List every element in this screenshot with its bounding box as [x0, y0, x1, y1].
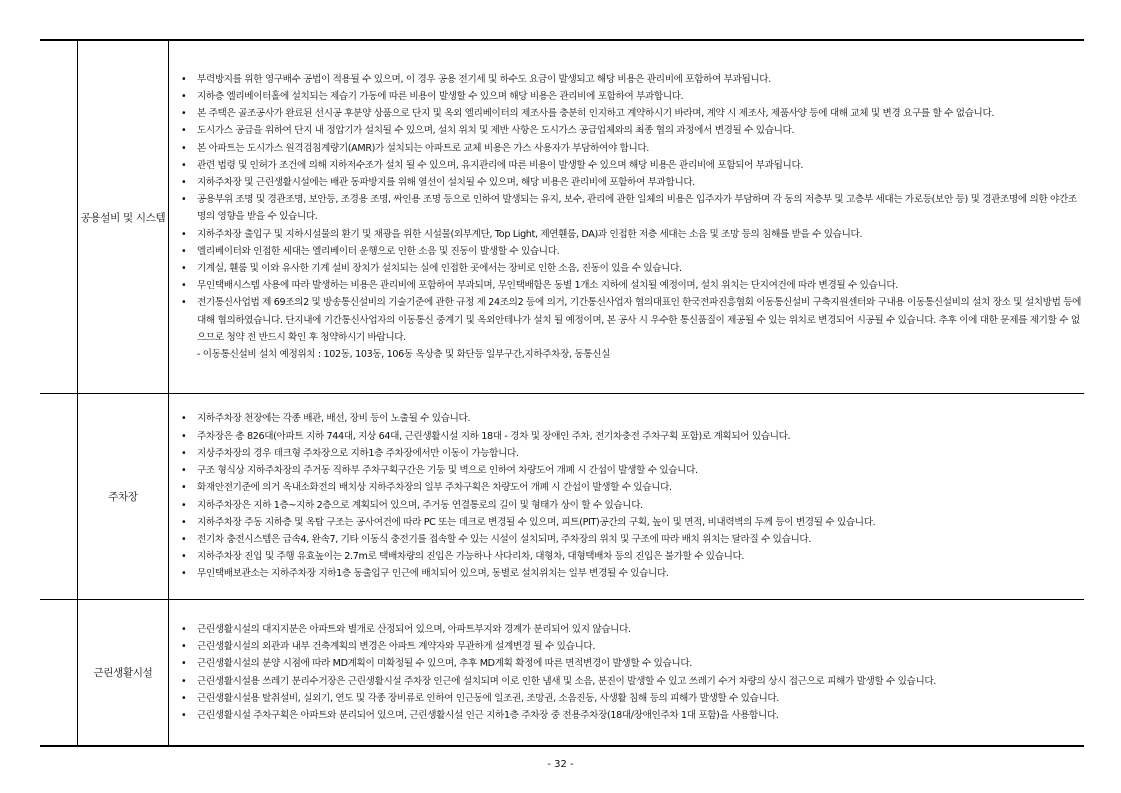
list-item: • 지하주차장 출입구 및 지하시설물의 환기 및 채광을 위한 시설물(외부계단, Top Light, 제연휀룸, DA)과 인접한 저층 세대는 소음 및 조망 등의 침해를 받을 수 있습니다.	[179, 226, 1084, 243]
list-item: • 도시가스 공급을 위하여 단지 내 정압기가 설치될 수 있으며, 설치 위치 및 제반 사항은 도시가스 공급업체와의 최종 협의 과정에서 변경될 수 있습니다.	[179, 122, 1084, 139]
list-item: • 지하주차장 주동 지하층 및 옥탑 구조는 공사여건에 따라 PC 또는 데크로 변경될 수 있으며, 피트(PIT)공간의 구획, 높이 및 면적, 비내력벽의 두께 등이 변경될 수 있습니다.	[179, 514, 1084, 531]
list-item: • 지상주차장의 경우 데크형 주차장으로 지하1층 주차장에서만 이동이 가능합니다.	[179, 445, 1084, 462]
section-common-facilities	[40, 40, 1084, 394]
notice-list	[169, 621, 1084, 724]
list-item: • 무인택배보관소는 지하주차장 지하1층 동출입구 인근에 배치되어 있으며, 동별로 설치위치는 일부 변경될 수 있습니다.	[179, 565, 1084, 582]
list-item: • 근린생활시설용 쓰레기 분리수거장은 근린생활시설 주차장 인근에 설치되며 이로 인한 냄새 및 소음, 분진이 발생할 수 있고 쓰레기 수거 차량의 상시 접근으로 피해가 발생할 수 있습니다.	[179, 673, 1084, 690]
list-item: • 본 주택은 골조공사가 완료된 선시공 후분양 상품으로 단지 및 옥외 엘리베이터의 제조사를 충분히 인지하고 계약하시기 바라며, 계약 시 제조사, 제품사양 등에 대해 교체 및 변경 요구를 할 수 없습니다.	[179, 105, 1084, 122]
list-item: • 본 아파트는 도시가스 원격검침계량기(AMR)가 설치되는 아파트로 교체 비용은 가스 사용자가 부담하여야 합니다.	[179, 140, 1084, 157]
list-item: • 지하주차장 진입 및 주행 유효높이는 2.7m로 택배차량의 진입은 가능하나 사다리차, 대형차, 대형택배차 등의 진입은 불가할 수 있습니다.	[179, 548, 1084, 565]
section-label: 공용설비 및 시스템	[78, 40, 169, 394]
list-item: • 지하주차장은 지하 1층~지하 2층으로 계획되어 있으며, 주거동 연결통로의 길이 및 형태가 상이 할 수 있습니다.	[179, 497, 1084, 514]
list-item: • 근린생활시설의 대지지분은 아파트와 별개로 산정되어 있으며, 아파트부지와 경계가 분리되어 있지 않습니다.	[179, 621, 1084, 638]
list-item: • 공용부위 조명 및 경관조명, 보안등, 조경용 조명, 싸인용 조명 등으로 인하여 발생되는 유지, 보수, 관리에 관한 일체의 비용은 입주자가 부담하며 각 동의 저층부 및 고층부 세대는 가로등(보안 등) 및 경관조명에 의한 야간조명의 영향을 받을 수 있습니다.	[179, 191, 1084, 225]
notice-table	[40, 39, 1084, 747]
section-label: 주차장	[78, 394, 169, 600]
list-item: • 지하주차장 및 근린생활시설에는 배관 동파방지를 위해 열선이 설치될 수 있으며, 해당 비용은 관리비에 포함하여 부과합니다.	[179, 174, 1084, 191]
section-content	[169, 600, 1085, 747]
list-item: • 지하주차장 천장에는 각종 배관, 배선, 장비 등이 노출될 수 있습니다.	[179, 410, 1084, 427]
blank-column	[40, 600, 78, 747]
document-page	[40, 39, 1084, 747]
blank-column	[40, 40, 78, 394]
sub-note: - 이동통신설비 설치 예정위치 : 102동, 103동, 106동 옥상층 및 화단등 일부구간,지하주차장, 동통신실	[197, 349, 611, 361]
section-label: 근린생활시설	[78, 600, 169, 747]
list-item: • 전기통신사업법 제 69조의2 및 방송통신설비의 기술기준에 관한 규정 제 24조의2 등에 의거, 기간통신사업자 협의대표인 한국전파진흥협회 이동통신설비 구축지원센터와 구내용 이동통신설비의 설치 장소 및 설치방법 등에 대해 협의하였습니다. 단지내에 기간통신사업자의 이동통신 중계기 및 옥외안테나가 설치 될 예정이며, 본 공사 시 우수한 통신품질이 제공될 수 있는 위치로 변경되어 시공될 수 있습니다. 추후 이에 대한 문제를 제기할 수 없으므로 청약 전 반드시 확인 후 청약하시기 바랍니다.	[179, 294, 1084, 346]
section-parking	[40, 394, 1084, 600]
blank-column	[40, 394, 78, 600]
section-content	[169, 394, 1085, 600]
notice-list	[169, 410, 1084, 582]
list-item: • 근린생활시설용 탈취설비, 실외기, 연도 및 각종 장비류로 인하여 인근동에 일조권, 조망권, 소음진동, 사생활 침해 등의 피해가 발생할 수 있습니다.	[179, 690, 1084, 707]
notice-list	[169, 71, 1084, 363]
list-item: • 기계실, 휀룸 및 이와 유사한 기계 설비 장치가 설치되는 실에 인접한 곳에서는 장비로 인한 소음, 진동이 있을 수 있습니다.	[179, 260, 1084, 277]
list-item: • 엘리베이터와 인접한 세대는 엘리베이터 운행으로 인한 소음 및 진동이 발생할 수 있습니다.	[179, 243, 1084, 260]
list-item: • 전기차 충전시스템은 급속4, 완속7, 기타 이동식 충전기를 접속할 수 있는 시설이 설치되며, 주차장의 위치 및 구조에 따라 배치 위치는 달라질 수 있습니다.	[179, 531, 1084, 548]
section-content	[169, 40, 1085, 394]
list-item: • 관련 법령 및 인허가 조건에 의해 지하저수조가 설치 될 수 있으며, 유지관리에 따른 비용이 발생할 수 있으며 해당 비용은 관리비에 포함되어 부과됩니다.	[179, 157, 1084, 174]
list-item: • 무인택배시스템 사용에 따라 발생하는 비용은 관리비에 포함하여 부과되며, 무인택배함은 동별 1개소 지하에 설치될 예정이며, 설치 위치는 단지여건에 따라 변경될 수 있습니다.	[179, 277, 1084, 294]
section-neighborhood-facilities	[40, 600, 1084, 747]
list-item: • 화재안전기준에 의거 옥내소화전의 배치상 지하주차장의 일부 주차구획은 차량도어 개폐 시 간섭이 발생할 수 있습니다.	[179, 479, 1084, 496]
list-item: • 지하층 엘리베이터홀에 설치되는 제습기 가동에 따른 비용이 발생할 수 있으며 해당 비용은 관리비에 포함하여 부과합니다.	[179, 88, 1084, 105]
list-item: • 근린생활시설의 외관과 내부 건축계획의 변경은 아파트 계약자와 무관하게 설계변경 될 수 있습니다.	[179, 638, 1084, 655]
list-item: • 부력방지를 위한 영구배수 공법이 적용될 수 있으며, 이 경우 공용 전기세 및 하수도 요금이 발생되고 해당 비용은 관리비에 포함하여 부과됩니다.	[179, 71, 1084, 88]
page-number: - 32 -	[547, 759, 574, 770]
list-item: • 근린생활시설의 분양 시점에 따라 MD계획이 미확정될 수 있으며, 추후 MD계획 확정에 따른 면적변경이 발생할 수 있습니다.	[179, 655, 1084, 672]
list-item: • 근린생활시설 주차구획은 아파트와 분리되어 있으며, 근린생활시설 인근 지하1층 주차장 중 전용주차장(18대/장애인주차 1대 포함)을 사용합니다.	[179, 707, 1084, 724]
list-item: • 주차장은 총 826대(아파트 지하 744대, 지상 64대, 근린생활시설 지하 18대 - 경차 및 장애인 주차, 전기차충전 주차구획 포함)로 계획되어 있습니다.	[179, 428, 1084, 445]
list-item: • 구조 형식상 지하주차장의 주거동 직하부 주차구획구간은 기둥 및 벽으로 인하여 차량도어 개폐 시 간섭이 발생할 수 있습니다.	[179, 462, 1084, 479]
